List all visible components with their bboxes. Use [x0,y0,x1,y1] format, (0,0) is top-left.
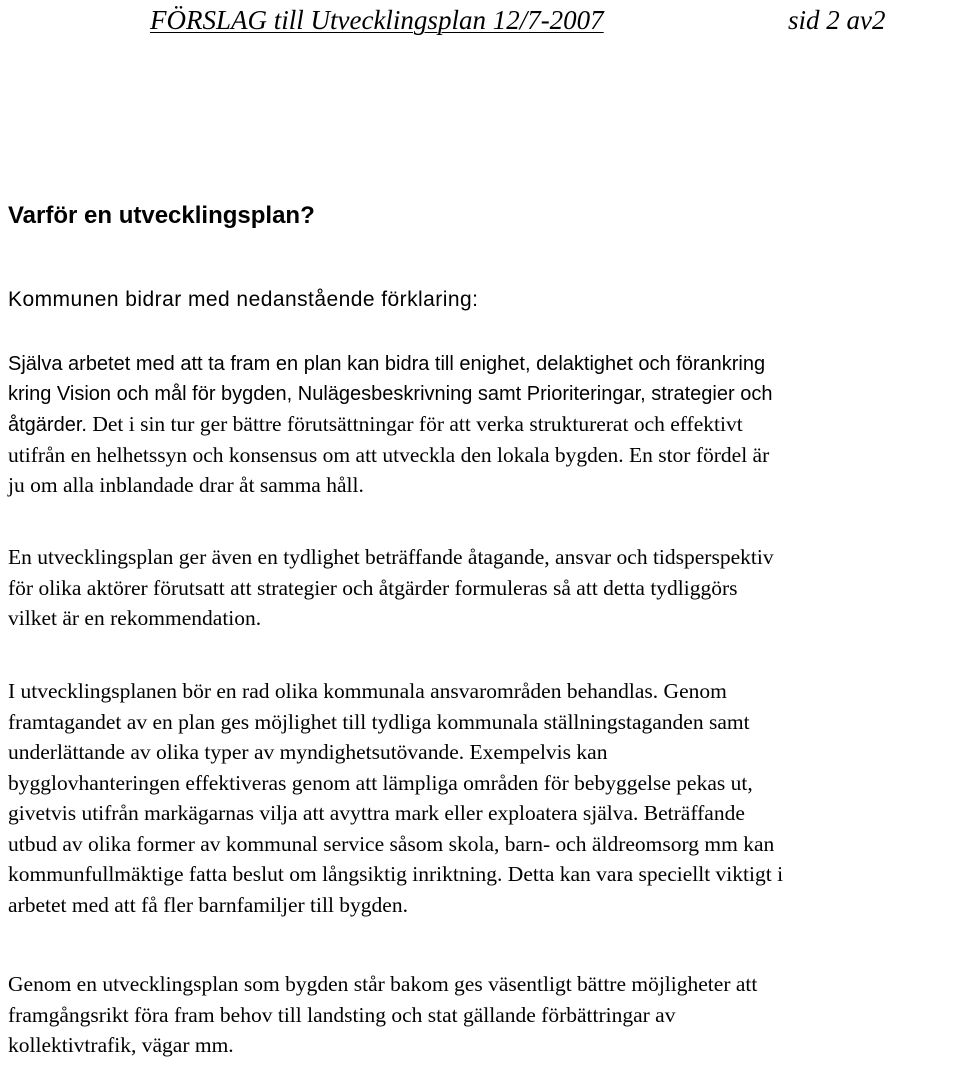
paragraph-line: vilket är en rekommendation. [8,606,262,630]
paragraph-line: givetvis utifrån markägarnas vilja att avyttra mark eller exploatera själva. Beträffande [8,801,745,825]
paragraph-line-serif-part: Det i sin tur ger bättre förutsättningar för att verka strukturerat och effektivt [86,412,743,436]
paragraph-4 [8,969,958,1061]
paragraph-line: kommunfullmäktige fatta beslut om långsiktig inriktning. Detta kan vara speciellt viktigt i [8,862,784,886]
paragraph-line: ju om alla inblandade drar åt samma håll. [8,473,364,497]
page-indicator: sid 2 av2 [788,5,886,35]
paragraph-line: kring Vision och mål för bygden, Nulägesbeskrivning samt Prioriteringar, strategier och [8,383,773,405]
paragraph-2 [8,542,958,634]
intro-text: Kommunen bidrar med nedanstående förklaring: [8,288,479,311]
paragraph-line: framgångsrikt föra fram behov till landsting och stat gällande förbättringar av [8,1002,676,1027]
paragraph-line: En utvecklingsplan ger även en tydlighet beträffande åtagande, ansvar och tidsperspektiv [8,545,774,569]
document-title: FÖRSLAG till Utvecklingsplan 12/7-2007 [150,5,604,35]
paragraph-line: utifrån en helhetssyn och konsensus om att utveckla den lokala bygden. En stor fördel är [8,443,770,467]
paragraph-line-sans-part: åtgärder. [8,414,87,436]
paragraph-line: bygglovhanteringen effektiveras genom att lämpliga områden för bebyggelse pekas ut, [8,770,753,795]
paragraph-line: för olika aktörer förutsatt att strategier och åtgärder formuleras så att detta tydliggörs [8,575,738,600]
paragraph-line: Själva arbetet med att ta fram en plan kan bidra till enighet, delaktighet och förankring [8,353,766,375]
paragraph-line-mixed [8,409,958,440]
paragraph-3 [8,676,958,920]
paragraph-line: Genom en utvecklingsplan som bygden står bakom ges väsentligt bättre möjligheter att [8,972,758,996]
paragraph-line: framtagandet av en plan ges möjlighet till tydliga kommunala ställningstaganden samt [8,709,750,734]
paragraph-line: underlättande av olika typer av myndighetsutövande. Exempelvis kan [8,740,608,764]
page-header [0,3,960,37]
paragraph-line: I utvecklingsplanen bör en rad olika kommunala ansvarområden behandlas. Genom [8,679,727,703]
paragraph-line: kollektivtrafik, vägar mm. [8,1033,234,1057]
paragraph-1 [8,349,958,500]
paragraph-line: utbud av olika former av kommunal service såsom skola, barn- och äldreomsorg mm kan [8,831,775,856]
paragraph-line: arbetet med att få fler barnfamiljer till bygden. [8,892,408,917]
section-heading: Varför en utvecklingsplan? [8,202,315,229]
